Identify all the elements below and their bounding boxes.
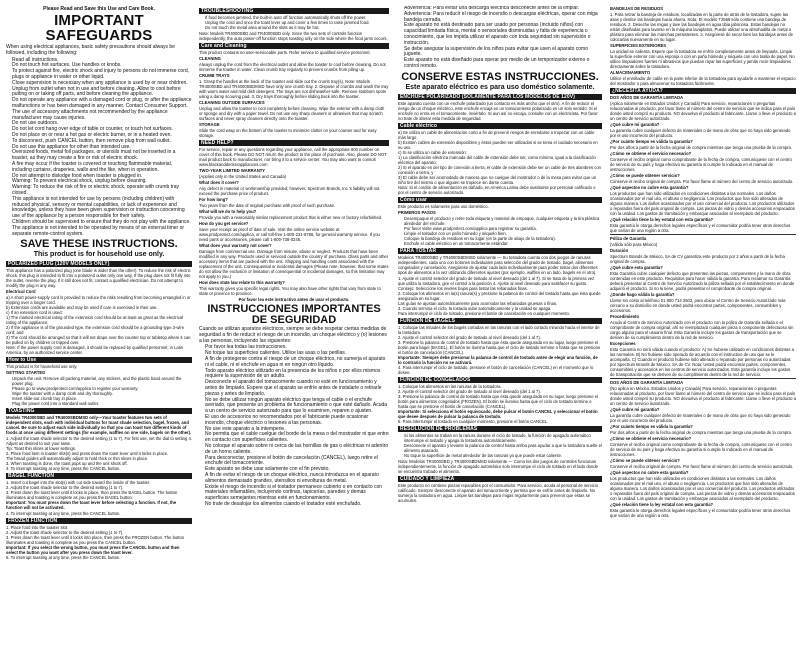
qa-answer: Conserve el recibo original de compra. Por favor llame al número del centro de servicio autorizado. <box>610 464 794 469</box>
garantia-text: (Aplica solamente en Estados Unidos y Canadá) Para servicio, reparaciones o preguntas relacionadas al producto, por favor llame al número del centro de servicio que se indica para el país donde usted compró su producto. NO devuelva el producto al fabricante. Llame o lleve el producto a un centro de servicio autorizado. <box>610 101 796 121</box>
list-item: 2) If the appliance is of the grounded type, the extension cord should be a grounding-type 3-wire cord; and <box>6 325 185 336</box>
list-item: • Read all instructions. <box>12 58 192 64</box>
list-item: 2. Ajuste el control selector del grado de tostado al nivel deseado (del 1 al 7). <box>398 388 541 394</box>
care-intro: This product contains no user-serviceable parts. Refer service to qualified service personnel. <box>199 50 371 55</box>
conserve-subtitle: Este aparato eléctrico es para uso doméstico solamente. <box>405 83 595 91</box>
bandejas-text: 1. Para retirar la bandeja de residuos, localizadas en la parte de atrás de la tostadora, sujete las asas y deslice las bandejas hacia afuera. Nota: El modelo T2569 sólo contiene una bandeja de residuos. 2. Deseche las migas y lave las bandejas en agua tibia jabonosa. Estas bandejas no están diseñadas para lavarse en la máquina lavaplatos. Puede utilizar una almohadilla de metal o plástico para eliminar las manchas persistentes. 3. Asegúrese de secar bien las bandejas antes de colocarlas nuevamente en su lugar. <box>610 12 793 42</box>
list-item: 4. To interrupt toasting at any time, press the CANCEL button. <box>6 466 121 472</box>
spanish-warnings-list <box>398 6 602 70</box>
list-item: 3) El cable debe ser acomodado de manera que no cuelgue del mostrador o de la mesa para evitar que un niño tire del mismo o que alguien se tropiece sin darse cuenta. <box>398 174 597 185</box>
troubleshooting-heading: TROUBLESHOOTING <box>199 8 389 14</box>
list-item: • No trate de desalojar los alimentos cuando el tostador esté enchufado. <box>205 502 389 508</box>
spanish-safeguards-list <box>199 345 389 507</box>
list-item: • Do not use outdoors. <box>12 121 192 127</box>
list-item: Importante: Siempre debe presionar la palanca de control de tostado antes de elegir una función, de lo contrario la función no se activará. <box>398 354 598 365</box>
qa-question: ¿Cómo se puede obtener servicio? <box>610 458 680 463</box>
qa-answer: Los productos que han sido utilizados en condiciones distintas a las normales. Los daños ocasionados por el mal uso, el abuso o negligencia. Los productos que han sido alterados de alguna manera. Los daños ocasionados por el uso comercial del producto. Los productos utilizados o reparados fuera del país original de compra. Las piezas de vidrio y demás accesorios empacados con la unidad. Los gastos de tramitación y embarque asociados al reemplazo del producto. <box>610 476 795 501</box>
list-item: • Do not place on or near a hot gas or electric burner, or in a heated oven. <box>12 133 192 139</box>
list-item: 1. Place food into the toaster slot. <box>6 525 69 531</box>
how-to-use-text: This product is for household use only. <box>6 364 78 370</box>
list-item: • Unplug the cord and once the toast lever up and cover a few times to raise jammed food. <box>205 20 389 25</box>
list-item: • Warning: To reduce the risk of fire or electric shock, operate with crumb tray closed. <box>12 185 192 197</box>
spanish-read-note: Por favor lea este instructivo antes de usar el producto. <box>238 297 350 302</box>
crumb-tray-heading: CRUMB TRAYS <box>199 73 230 78</box>
spanish-intro: Cuando se utilizan aparatos eléctricos, siempre se debe respetar ciertas medidas de seguridad a fin de reducir el riesgo de un incendio, un choque eléctrico y (o) lesiones a las personas, incluyendo las siguientes: <box>199 326 387 344</box>
tostar-heading: PARA TOSTAR <box>398 248 602 254</box>
congelados-heading: FUNCIÓN DE CONGELADOS <box>398 377 602 383</box>
column-spanish-use <box>398 6 602 657</box>
list-item: Para interrumpir el ciclo de tostado, presione el botón de cancelación en cualquier momento. <box>398 310 571 316</box>
list-item: 4. Para interrumpir el ciclo de tostado, presione el botón de cancelación (CANCEL) en el momento que lo desee. <box>398 364 594 375</box>
bagel-important: Important: You must press down the toast lever before selecting a function. If not, the function will not be activated. <box>6 500 177 511</box>
necesita-ayuda-heading: ¿NECESITA AYUDA? <box>610 88 796 94</box>
header-note: Please Read and Save this Use and Care Book. <box>43 6 155 12</box>
list-item: • Do not use this appliance for other than intended use. <box>12 145 192 151</box>
qa-answer: Any defect in material or workmanship provided; however, Spectrum Brands, Inc.'s liability will not exceed the purchase price of product. <box>199 186 380 196</box>
cubre-answer: Esta Garantía cubre cualquier defecto que presenten las piezas, componentes y la mano de obra contenidas en este producto. Requisitos para hacer válida la garantía. Para reclamar su Garantía deberá presentar al Centro de Servicio Autorizado la póliza sellada por el establecimiento en donde adquirió el producto. Si no la tiene, podrá presentar el comprobante de compra original. <box>610 271 795 291</box>
excepciones-text: Esta Garantía no será válida cuando el producto: A) Se hubiese utilizado en condiciones distintas a las normales. B) No hubiese sido operado de acuerdo con el instructivo de uso que se le acompaña. C) Cuando el producto hubiese sido alterado o reparado por personas no autorizadas por Spectrum Brands de México, SA de CV. Nota: Usted podrá encontrar partes, componentes, consumibles y accesorios en los centros de servicio autorizados. Esta garantía incluye los gastos de transportación que se deriven de su cumplimiento dentro de la red de servicio. <box>610 347 794 377</box>
list-item: • No toque las superficies calientes. Utilice las asas o las perillas. <box>205 351 389 357</box>
toasting-steps <box>6 436 192 471</box>
cable-text <box>398 130 602 185</box>
troubleshooting-note: Note: Models TR4000SBD and TR4000SBD only. Since the two sets of controls function independently, the auto power-off function stops toasting only on the side where the food jams occurs. <box>199 31 388 41</box>
cord-heading: Electrical Cord <box>6 289 36 295</box>
garantia2-text: (No aplica en México, Estados Unidos y Canadá) Para servicio, reparaciones o preguntas relacionadas al producto, por favor llame al número del centro de servicio que se indica para el país donde usted compró su producto. NO devuelva el producto al fabricante. Llame o lleve el producto a un centro de servicio autorizado. <box>610 386 796 406</box>
qa-answer: This warranty gives you specific legal rights. You may also have other rights that vary from state to state or province to province. <box>199 286 381 296</box>
list-item: a) A short power-supply cord is provided to reduce the risks resulting from becoming entangled in or tripping over a longer cord. <box>6 295 191 306</box>
list-item: • The use of accessory attachments not recommended by the appliance manufacturer may cause injuries. <box>12 110 192 122</box>
divider <box>610 234 796 235</box>
bagel-heading: BAGEL FUNCTION <box>6 473 192 479</box>
list-item: Las guías se ajustan automáticamente para acomodar las rebanadas gruesas o finas. <box>398 300 558 306</box>
divider <box>610 378 796 379</box>
ley2-answer: Esta garantía le otorga derechos legales específicos y el consumidor podría tener otros derechos que varían de una región a otra. <box>610 508 791 518</box>
list-item: 5. To interrupt toasting at any time, press the CANCEL button. <box>6 555 121 561</box>
warranty-heading: TWO-YEAR LIMITED WARRANTY <box>199 168 266 173</box>
excepciones-heading: Excepciones <box>610 341 636 346</box>
donde-answer: Llame sin costo al teléfono 01 800 714 2503, para ubicar el Centro de Servicio Autorizado más cercano a su domicilio en donde usted podrá encontrar partes, componentes, consumibles y accesorios. <box>610 298 786 313</box>
list-item: • Do not let cord hang over edge of table or counter, or touch hot surfaces. <box>12 127 192 133</box>
column-english-safeguards <box>6 6 192 657</box>
list-item: • Desconecte el aparato y levante la palanca de control hasta arriba para ayudar a que la tostadora suelte el alimento atascado. <box>404 443 602 453</box>
storage-heading: STORAGE <box>199 122 220 127</box>
resolucion-list <box>398 433 602 458</box>
exterior-text: Unplug and allow the toaster to cool completely before cleaning. Wipe the exterior with a damp cloth or sponge and dry with a paper towel. Do not use any sharp cleaners or abrasives that may scratch surfaces and never spray cleaners directly onto the toaster. <box>199 106 385 121</box>
need-help-heading: NEED HELP? <box>199 140 389 146</box>
congelados-steps <box>398 384 602 424</box>
como-usar-heading: Cómo usar <box>398 197 602 203</box>
list-item: • Para desconectar, presione el botón de cancelación (CANCEL), luego retire el enchufe del tomacorriente. <box>205 456 389 468</box>
list-item: • Limpie el tostador con un paño húmedo y séquelo bien. <box>404 231 602 236</box>
garantia-qa <box>610 122 796 216</box>
qa-answer: Save your receipt as proof of date of sale. Visit the online service website at www.prodprotect.com/applica, or call toll-free 1-800-231-9786, for general warranty service. If you need parts or accessories, please call 1-800-738-0245. <box>199 227 380 242</box>
list-item: • Este aparato se debe usar solamente con el fin previsto. <box>205 467 389 473</box>
qa-question: ¿Qué aspectos no cubre esta garantía? <box>610 185 689 190</box>
bandejas-heading: BANDEJAS DE RESIDUOS <box>610 6 664 11</box>
list-item: • Por favor lea todas las instrucciones. <box>205 345 389 351</box>
toasting-models: Models TR4000SBD and TR4000SBDMSD only—Your toaster features two sets of independent slots, each with individual buttons for toast shade selection, bagel, frozen, and cancel. Be sure to adjust each side individually so that you can toast two different kinds of foods at once using different settings (for example, waffles on one side, bagels on the other). <box>6 415 192 436</box>
list-item: • No toque la superficie de metal alrededor de las ranuras ya que puede estar caliente. <box>404 453 602 458</box>
list-item: 2. Ajuste el control selector del grado de tostado al nivel deseado (del 1 al 7). <box>398 334 541 340</box>
list-item: Tip: Toast thin slices at lower settings. <box>6 446 77 452</box>
tostar-steps <box>398 276 602 316</box>
list-item: Consejo: Seleccione los niveles bajos para tostar las rebanadas finas. <box>398 285 528 291</box>
list-item: a) Se utiliza un cable de alimentación corto a fin de prevenir riesgos de enredarse o tropezar con un cable más largo. <box>398 129 595 140</box>
list-item: b) Extension cords are available and may be used if care is exercised in their use. <box>6 305 158 311</box>
qa-answer: Provide you with a reasonably similar replacement product that is either new or factory refurbished. <box>199 215 383 220</box>
tostar-models: Modelos TR4000SBD y TR4000SBDMSD solamente — Su tostadora cuenta con dos juegos de ranuras independientes, cada uno con botones individuales para selección del grado de tostado, bagel, alimentos congelados y cancelación. Asegúrese de ajustar cada lado individualmente para poder tostar dos diferentes tipos de alimentos a la vez utilizando diferentes ajustes (por ejemplo, waffles en un lado, bagels en el otro). <box>398 254 598 275</box>
list-item: • A fire may occur if the toaster is covered or touching flammable material, including curtains, draperies, walls and the like, when in operation. <box>12 162 192 174</box>
garantia2-heading: DOS AÑOS DE GARANTÍA LIMITADA <box>610 380 684 385</box>
save-instructions-title: SAVE THESE INSTRUCTIONS. <box>20 238 178 251</box>
cuidado-heading: CUIDADO Y LIMPIEZA <box>398 476 602 482</box>
primeros-pasos-list <box>398 216 602 246</box>
warranty-qa <box>199 180 389 296</box>
donde-question: ¿Donde hago válida la garantía? <box>610 292 675 297</box>
como-usar-text: Este producto es solamente para uso doméstico. <box>398 203 489 209</box>
almacenamiento-text: Utilice el enrollador de cable en la parte inferior de la tostadora para ayudarle a mantener el espacio del mostrador o para almacenar su tostadora fácilmente. <box>610 76 796 86</box>
list-item: 2. Coloque los alimentos en la(s) ranura(s) y presione la palanca de control del tostado hasta que ésta quede asegurada en su lugar. <box>398 290 601 301</box>
column-spanish-warranty <box>610 6 796 657</box>
list-item: • Si los alimentos se traban en la ranura durante el ciclo de tostado, la función de apagado automático interrumpe el tostado y apaga la tostadora automáticamente. <box>404 433 602 443</box>
frozen-steps <box>6 525 192 560</box>
conserve-title: CONSERVE ESTAS INSTRUCCIONES. <box>401 70 599 83</box>
list-item: • Este aparato no está diseñado para operar por medio de un temporizador externo o control remoto. <box>404 58 602 70</box>
list-item: 1. Insert cut bagel into the slot(s) with cut side toward the inside of the toaster. <box>6 480 151 486</box>
list-item: • Se debe asegurar la supervisión de los niños para evitar que usen el aparato como juguete. <box>404 47 602 59</box>
how-to-use-heading: How to Use <box>6 357 192 363</box>
cord-text <box>6 295 192 345</box>
list-item: 1. Coloque los alimentos en las ranuras de la tostadora. <box>398 383 502 389</box>
procedimiento-heading: Procedimiento <box>610 314 640 319</box>
household-note: This product is for household use only. <box>33 251 165 259</box>
list-item: • Existe el riesgo de incendio si el tostador permanece cubierto o en contacto con materiales inflamables, incluyendo cortinas, tapicerías, paredes y demás superficies semejantes mientras esté en funcionamiento. <box>205 485 389 502</box>
list-item: 3) The cord should be arranged so that it will not drape over the counter top or tabletop where it can be pulled on by children or tripped over. <box>6 335 191 346</box>
list-item: • Warning: To prevent electrical shock, unplug before cleaning. <box>12 179 192 185</box>
list-item: The bread guides will automatically adjust to hold thick or thin slices in place. <box>6 456 149 462</box>
troubleshooting-list <box>199 15 389 30</box>
list-item: • No permita que el cable cuelgue del borde de la mesa o del mostrador ni que entre en contacto con superficies calientes. <box>205 432 389 444</box>
list-item: • Do not attempt to dislodge food when toaster is plugged in. <box>12 174 192 180</box>
list-item: • A fin de protegerse contra el riesgo de un choque eléctrico, no sumerja el aparato ni el cable, ni el enchufe en agua ni en ningún otro líquido. <box>205 357 389 369</box>
ley-question: ¿Qué relación tiene la ley estatal con esta garantía? <box>610 217 714 222</box>
list-item: • A fin de evitar el riesgo de un choque eléctrico, nunca introduzca en el aparato alimentos demasiado grandes, utensilios ni envolturas de metal. <box>205 473 389 485</box>
qa-answer: Conserve el recibo original de compra. Por favor llame al número del centro de servicio autorizado. <box>610 179 794 184</box>
list-item: • Insert slide-out crumb tray in place. <box>12 396 192 401</box>
superficies-text: La unidad se calienta. Espere que la tostadora se enfríe completamente antes de limpiarla. Limpie la superficie exterior con una esponja o con un paño húmedo y séquela con una toalla de papel. No utilice limpiadores fuertes ni abrasivos que puedan rayar las superficies y jamás rocíe limpiadores directamente sobre la tostadora. <box>610 49 795 69</box>
list-item: • Por favor visite www.prodprotect.com/applica para registrar su garantía. <box>404 226 602 231</box>
list-item: • This appliance is not intended for use by persons (including children) with reduced physical, sensory or mental capabilities, or lack of experience and knowledge, unless they have been given supervision or instruction concerning use of the appliance by a person responsible for their safety. <box>12 197 192 220</box>
polarized-plug-text: This appliance has a polarized plug (one blade is wider than the other). To reduce the risk of electric shock, this plug is intended to fit into a polarized outlet only one way. If the plug does not fit fully into the outlet, reverse the plug. If it still does not fit, contact a qualified electrician. Do not attempt to modify the plug in any way. <box>6 268 191 289</box>
garantia2-qa <box>610 407 796 501</box>
cuidado-text: Este producto no contiene piezas reparables por el consumidor. Para servicio, acuda al personal de servicio calificado. Siempre desconecte el aparato del tomacorriente y permita que se enfríe antes de limpiarlo. No sumerja la tostadora en agua. Limpie las bandejas para migas regularmente para prevenir que éstas se acumulen. <box>398 482 599 503</box>
list-item: • Close supervision is necessary when any appliance is used by or near children. <box>12 81 192 87</box>
cubre-question: ¿Qué cubre esta garantía? <box>610 265 663 270</box>
qa-question: What does it cover? <box>199 180 239 185</box>
cleaning-text: Always unplug the cord from the electrical outlet and allow the toaster to cool before cleaning. Do not immerse the toaster in water. Clean crumb tray regularly to prevent crumbs from piling up. <box>199 62 386 72</box>
list-item: • Unpack the unit. Remove all packing material, any stickers, and the plastic band around the power plug. <box>12 376 192 386</box>
qa-question: For how long? <box>199 197 228 202</box>
list-item: • Please go to www.prodprotect.com/applica to register your warranty. <box>12 386 192 391</box>
list-item: • Advertencia: Para reducir el riesgo de incendio o descargas eléctricas, operar con miga bandeja cerrada. <box>404 12 602 24</box>
qa-question: ¿Cómo se obtiene el servicio necesario? <box>610 436 692 441</box>
poliza-sub: (Válida sólo para México) <box>610 242 658 247</box>
list-item: • Do not touch the metal area around the slots as it may be hot. <box>205 25 389 30</box>
list-item: • Plug the power cord into a standard wall outlet. <box>12 401 192 406</box>
bagels-steps <box>398 325 602 375</box>
list-item: c) Si se utiliza un cable de extensión: <box>398 149 467 155</box>
qa-answer: Por dos años a partir de la fecha original de compra mientras que tenga una prueba de la compra. <box>610 145 793 150</box>
toasting-heading: TOASTING <box>6 408 192 414</box>
duracion-text: Spectrum Brands de México, SA de CV garantiza este producto por 2 años a partir de la fecha original de compra. <box>610 254 785 264</box>
care-heading: Care and Cleaning <box>199 43 389 49</box>
qa-question: How does state law relate to this warranty? <box>199 280 285 285</box>
primeros-pasos-heading: PRIMEROS PASOS <box>398 209 436 215</box>
list-item: • Desconecte el aparato del tomacorriente cuando no esté en funcionamiento y antes de limpiarlo. Espere que el aparato se enfríe antes de instalarle o retirarle piezas y antes de limpiarlo. <box>205 380 389 397</box>
qa-answer: La garantía cubre cualquier defecto de materiales o de mano de obra que no haya sido generado por el uso incorrecto del producto. <box>610 128 791 138</box>
storage-text: Slide the cord wrap on the bottom of the toaster to minimize clutter on your counter and for easy storage. <box>199 128 377 138</box>
list-item: 1. Adjust the toast shade selector to the desired setting (1 to 7). For first use, set the dial to setting 4. Adjust as desired to suit your taste. <box>6 436 192 447</box>
list-item: b) Existen cables de extensión disponibles y éstos pueden ser utilizados si se toma el cuidado necesario en su uso. <box>398 139 598 150</box>
list-item: 2. Adjust the toast shade selector to the desired setting (1 to 7). <box>6 530 124 536</box>
list-item: c) If an extension cord is used: <box>6 310 63 316</box>
qa-question: ¿Qué cubre mi garantía? <box>610 122 660 127</box>
list-item: 5. Para interrumpir el tostado en cualquier momento, presione el botón CANCEL. <box>398 418 549 424</box>
list-item: • El uso de accesorios no recomendados por el fabricante puede ocasionar incendio, choque eléctrico o lesiones a las personas. <box>205 415 389 427</box>
list-item: • Este aparato no está destinado para ser usado por personas (incluido niños) con capacidad limitada física, mental o sensoriales disminuidas y falta de experiencia o conocimiento, que les impida utilizar el aparato con toda seguridad sin supervisión o instrucción. <box>404 23 602 46</box>
getting-started-list <box>6 376 192 406</box>
resolucion-note: Nota: Modelos TR4000SBD y TR4000SBDMSD solamente — Como los dos juegos de controles funcionan independientemente, la función de apagado automático solo interrumpe el ciclo de tostado en el lado donde se encuentra trabado el alimento. <box>398 458 598 474</box>
safeguards-intro: When using electrical appliances, basic safety precautions should always be followed, including the following: <box>6 44 175 56</box>
qa-question: ¿Por cuánto tiempo es válida la garantía? <box>610 424 693 429</box>
procedimiento-text: Acuda al Centro de Servicio Autorizado con el producto con la póliza de Garantía sellada o el comprobante de compra original, ahí se reemplazará cualquier pieza o componente defectuoso sin cargo alguno para el usuario final. Esta Garantía incluye los gastos de transportación que se deriven de su cumplimiento dentro de la red de servicio. <box>610 320 794 340</box>
list-item: • Enchufe el cable eléctrico en un tomacorriente estándar. <box>404 241 602 246</box>
bagel-step-4: 4. To interrupt toasting at any time, press the CANCEL button. <box>6 511 121 517</box>
qa-question: ¿Qué cubre mi garantía? <box>610 407 660 412</box>
garantia-heading: DOS AÑOS DE GARANTÍA LIMITADA <box>610 95 684 100</box>
list-item: • No coloque el aparato sobre ni cerca de las hornillas de gas o eléctricas ni adentro de un horno caliente. <box>205 444 389 456</box>
qa-question: ¿Qué aspectos no cubre esta garantía? <box>610 470 689 475</box>
list-item: • Advertencia: Para evitar una descarga eléctrica desconecte antes de la limpiar. <box>404 6 602 12</box>
list-item: • If food becomes jammed, the built-in auto off function automatically shuts off the power. <box>205 15 389 20</box>
need-help-text: For service, repair or any questions regarding your appliance, call the appropriate 800 number on cover of this book. Please DO NOT return the product to the place of purchase. Also, please DO NOT mail product back to manufacturer, nor bring it to a service center. You may also want to consult www.blackanddeckerappliances.com <box>199 147 387 167</box>
list-item: 3. When toasting is done, the toast pops up and the unit shuts off. <box>6 461 128 467</box>
list-item: • The appliance is not intended to be operated by means of an external timer or separate remote-control system. <box>12 226 192 238</box>
qa-answer: Por dos años a partir de la fecha original de compra mientras que tenga una prueba de la compra. <box>610 430 793 435</box>
column-english-care <box>199 6 389 657</box>
spanish-safeguards-title: INSTRUCCIONES IMPORTANTES DE SEGURIDAD <box>207 303 381 326</box>
qa-answer: Los productos que han sido utilizados en condiciones distintas a las normales. Los daños ocasionados por el mal uso, el abuso o negligencia. Los productos que han sido alterados de alguna manera. Los daños ocasionados por el uso comercial del producto. Los productos utilizados o reparados fuera del país original de compra. Las piezas de vidrio y demás accesorios empacados con la unidad. Los gastos de tramitación y embarque asociados al reemplazo del producto. <box>610 191 795 216</box>
list-item: 1) La clasificación eléctrica marcada del cable de extensión debe ser, como mínimo, igual a la clasificación eléctrica del aparato; <box>398 154 596 165</box>
list-item: 2. Place food item in toaster slot(s) and press down the toast lever until it locks in place. <box>6 451 169 457</box>
qa-answer: Conserve el recibo original como comprobante de la fecha de compra, comuníquese con el centro de servicio de su país y haga efectiva su garantía si cumple lo indicado en el manual de instrucciones. <box>610 442 792 457</box>
cable-heading: Cable eléctrico <box>398 123 602 129</box>
ley-answer: Esta garantía le otorga derechos legales específicos y el consumidor podría tener otros derechos que varían de una región a otra. <box>610 223 791 233</box>
qa-question: How do you get service? <box>199 221 249 226</box>
poliza-heading: Póliza de Garantía <box>610 236 647 241</box>
list-item: • Children should be supervised to ensure that they do not play with the appliance. <box>12 220 192 226</box>
qa-question: ¿Cómo se obtiene el servicio necesario? <box>610 151 692 156</box>
list-item: • Do not touch hot surfaces. Use handles or knobs. <box>12 63 192 69</box>
bagels-heading: FUNCIÓN DE BAGELS <box>398 318 602 324</box>
list-item: • To disconnect, push CANCEL button, then remove plug from wall outlet. <box>12 139 192 145</box>
list-item: 1. Coloque las mitades de los bagels cortadas en las ranuras con el lado cortado mirando hacia el interior de la tostadora. <box>398 324 600 335</box>
list-item: • No use este aparato a la intemperie. <box>205 427 389 433</box>
list-item: 1. Ajuste el control selector del grado de tostado al nivel deseado (del 1 al 7). Si se trata de la primera vez que utiliza la tostadora, gire el control a la posición 4. Ajuste al nivel deseado para satisfacer su gusto. <box>398 275 595 286</box>
almacenamiento-heading: ALMACENAMIENTO <box>610 70 651 75</box>
polarized-plug-heading: POLARIZED PLUG (120V MODELS ONLY) <box>6 261 192 267</box>
resolucion-heading: RESOLUCIÓN DE PROBLEMAS <box>398 426 602 432</box>
cable-note: Nota: Si el cordón de alimentación es dañado, en América Latina debe sustituirse por personal calificado o por el centro de servicio autorizado. <box>398 184 596 195</box>
exterior-heading: CLEANING OUTSIDE SURFACES <box>199 100 265 105</box>
qa-answer: Conserve el recibo original como comprobante de la fecha de compra, comuníquese con el centro de servicio de su país y haga efectiva su garantía si cumple lo indicado en el manual de instrucciones. <box>610 157 792 172</box>
enchufe-heading: ENCHUFE POLARIZADO (SOLAMENTE PARA LOS MODELOS DE 120V) <box>398 94 602 100</box>
list-item: 3. Presione la palanca de control de tostado hasta que ésta quede asegurada en su lugar, luego presione el botón para bagel (BAGEL). El botón se ilumina hasta que el ciclo de tostado termine o hasta que se presione el botón de cancelación (CANCEL). <box>398 339 601 355</box>
ley2-question: ¿Qué relación tiene la ley estatal con esta garantía? <box>610 502 714 507</box>
list-item: • Desempaque el producto y retire toda etiqueta y material de empaque, cualquier etiqueta y la tira plástica alrededor del enchufe. <box>404 216 602 226</box>
cleaning-heading: CLEANING <box>199 56 221 61</box>
list-item: 2) Si el aparato es del tipo de conexión a tierra, el cable de extensión debe ser un cable de tres alambres con conexión a tierra, y <box>398 164 601 175</box>
superficies-heading: SUPERFICIES EXTERIORES <box>610 43 667 48</box>
duracion-heading: Duración <box>610 248 629 253</box>
qa-question: What does your warranty not cover? <box>199 243 272 248</box>
qa-answer: La garantía cubre cualquier defecto de materiales o de mano de obra que no haya sido generado por el uso incorrecto del producto. <box>610 413 791 423</box>
bagel-steps <box>6 480 192 500</box>
list-item: Important: If you select the wrong button, you must press the CANCEL button and then select the button you want after you press down the toast lever. <box>6 545 180 556</box>
qa-question: ¿Por cuánto tiempo es válida la garantía? <box>610 139 693 144</box>
list-item: 1) The marked electrical rating of the extension cord should be at least as great as the electrical rating of the appliance; <box>6 315 184 326</box>
getting-started-heading: GETTING STARTED <box>6 370 46 376</box>
list-item: 3. Press down the toast lever until it locks in place, then press the BAGEL button. The button illuminates and toasting is complete as you press the BAGEL button. <box>6 490 178 501</box>
list-item: • Coloque la bandeja de residuos en su lugar (en la parte de abajo de la tostadora). <box>404 236 602 241</box>
enchufe-text: Este aparato cuenta con un enchufe polarizado (un contacto es más ancho que el otro). A fin de reducir el riesgo de un choque eléctrico, este enchufe encaja en un tomacorriente polarizado en un solo sentido. Si el enchufe no entra en el tomacorriente, inviértalo. Si aun así no encaja, consulte con un electricista. Por favor no trate de alterar esta medida de seguridad. <box>398 100 598 121</box>
list-item: 3. Press down the toast lever until it locks into place, then press the FROZEN button. The button illuminates and toasting is complete as you press the CANCEL button. <box>6 535 185 546</box>
list-item: 3. Presione la palanca de control de tostado hasta que ésta quede asegurada en su lugar, luego presione el botón para alimentos congelados (FROZEN). El botón se ilumina hasta que el ciclo de tostado termine o hasta que se presione el botón de cancelación (CANCEL). <box>398 393 598 409</box>
list-item: • Wipe the toaster with a damp cloth and dry thoroughly. <box>12 391 192 396</box>
crumb-tray-text: 1. Grasp the handles at the back of the toaster and slide out the crumb tray(s). Note: Models TR4000SBD and TR4000SBDMSD have only one crumb tray. 2. Dispose of crumbs and wash the tray with warm water and mild dish detergent. The trays are not dishwasher-safe. Remove stubborn spots using a damp scouring pad. 3. Dry trays thoroughly before sliding back into the toaster. <box>199 79 389 99</box>
list-item: 3. Cuando termina el ciclo, la tostada sube automáticamente y la unidad se apaga. <box>398 305 552 311</box>
qa-question: ¿Cómo se puede obtener servicio? <box>610 173 680 178</box>
list-item: • Unplug from outlet when not in use and before cleaning. Allow to cool before putting on or taking off parts, and before cleaning the appliance. <box>12 87 192 99</box>
warranty-sub: (Applies only in the United States and Canada) <box>199 174 287 179</box>
list-item: • Do not operate any appliance with a damaged cord or plug, or after the appliance malfunctions or has been damaged in any manner. Contact Consumer Support. <box>12 98 192 110</box>
safeguards-title: IMPORTANT SAFEGUARDS <box>45 12 153 44</box>
list-item: • Todo aparato eléctrico utilizado en la presencia de los niños o por ellos mismos requiere la supervisión de un adulto. <box>205 369 389 381</box>
qa-answer: Two years from the date of original purchase with proof of such purchase. <box>199 203 336 208</box>
list-item: Importante: Si selecciona el botón equivocado, debe pulsar el botón CANCEL y seleccionar el botón que desee después de pulsar la palanca de tostado. <box>398 408 598 419</box>
qa-answer: Damage from commercial use. Damage from misuse, abuse or neglect. Products that have been modified in any way. Products used or serviced outside the country of purchase. Glass parts and other accessory items that are packed with the unit. Shipping and handling costs associated with the replacement of the unit. Consequential or incidental damages (Please note, however, that some states do not allow the exclusion or limitation of consequential or incidental damages, so this limitation may not apply to you.) <box>199 249 389 279</box>
cord-note: Note: If the power supply cord is damaged, it should be replaced by qualified personnel; in Latin America, by an authorized service center. <box>6 345 184 356</box>
frozen-heading: FROZEN FUNCTION <box>6 518 192 524</box>
qa-question: What will we do to help you? <box>199 209 257 214</box>
list-item: • To protect against fire, electric shock and injury to persons do not immerse cord, plugs or appliance in water or other liquid. <box>12 69 192 81</box>
safeguards-list <box>6 58 192 238</box>
list-item: • Oversized foods, metal foil packages, or utensils must not be inserted in a toaster, as they may create a fire or risk of electric shock. <box>12 150 192 162</box>
list-item: 2. Adjust the toast shade selector to the desired setting (1 to 7). <box>6 485 124 491</box>
list-item: • No se debe utilizar ningún aparato eléctrico que tenga el cable o el enchufe averiado, que presente un problema de funcionamiento o que esté dañado. Acuda a un centro de servicio autorizado para que lo examinen, reparen o ajusten. <box>205 398 389 415</box>
